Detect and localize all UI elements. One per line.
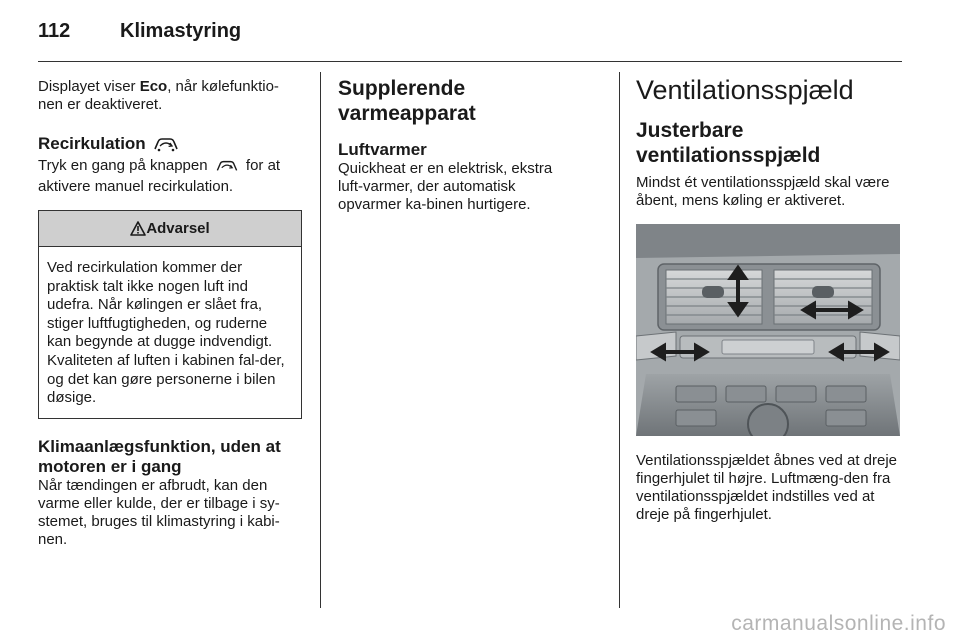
recirculation-icon bbox=[152, 136, 180, 157]
page-number: 112 bbox=[38, 20, 71, 42]
eco-text-post: , når kølefunktio-nen er deaktiveret. bbox=[38, 78, 279, 113]
engine-off-paragraph: Når tændingen er afbrudt, kan den varme eller kulde, der er tilbage i sy-stemet, bruges til klimastyring i kabi-nen. bbox=[38, 476, 280, 548]
recirculation-heading bbox=[38, 134, 302, 157]
column-divider bbox=[619, 72, 620, 608]
recirculation-icon bbox=[214, 159, 240, 178]
recirculation-heading-text: Recirkulation bbox=[38, 134, 146, 153]
eco-text-pre: Displayet viser bbox=[38, 78, 140, 95]
vent-illustration bbox=[636, 224, 900, 436]
air-heater-paragraph: Quickheat er en elektrisk, ekstra luft-varmer, der automatisk opvarmer ka-binen hurtigere. bbox=[338, 160, 553, 213]
warning-text: Ved recirkulation kommer der praktisk talt ikke nogen luft ind udefra. Når kølingen er slået fra, stiger luftfugtigheden, og ruderne kan begynde at dugge indvendigt. Kvaliteten af luften i kabinen fal-der, og det kan gøre personerne i bilen døsige. bbox=[47, 259, 285, 407]
eco-label: Eco bbox=[139, 78, 168, 95]
adjustable-vents-heading: Justerbare ventilationsspjæld bbox=[636, 119, 821, 167]
recirculation-text-pre: Tryk en gang på knappen bbox=[38, 157, 212, 174]
engine-off-heading: Klimaanlægsfunktion, uden at motoren er i gang bbox=[38, 436, 281, 476]
warning-box bbox=[38, 210, 302, 419]
warning-triangle-icon bbox=[130, 221, 146, 236]
vents-intro-paragraph: Mindst ét ventilationsspjæld skal være åbent, mens køling er aktiveret. bbox=[636, 174, 890, 209]
watermark: carmanualsonline.info bbox=[731, 612, 946, 635]
vent-photo-graphic bbox=[636, 224, 900, 436]
chapter-title: Klimastyring bbox=[120, 20, 242, 42]
eco-paragraph bbox=[38, 78, 302, 114]
header-divider bbox=[38, 61, 902, 62]
warning-body bbox=[39, 247, 301, 418]
column-right bbox=[636, 72, 902, 524]
auxiliary-heater-heading: Supplerende varmeapparat bbox=[338, 77, 476, 125]
air-heater-heading: Luftvarmer bbox=[338, 140, 427, 159]
vents-heading: Ventilationsspjæld bbox=[636, 75, 854, 105]
column-middle bbox=[338, 72, 576, 214]
recirculation-paragraph bbox=[38, 157, 302, 196]
warning-header bbox=[39, 211, 301, 247]
recirculation-text-post: for at aktivere manuel recirkulation. bbox=[38, 157, 281, 195]
warning-title: Advarsel bbox=[146, 220, 210, 237]
vents-caption-paragraph: Ventilationsspjældet åbnes ved at dreje fingerhjulet til højre. Luftmæng-den fra ventilationsspjældet indstilles ved at dreje på fingerhjulet. bbox=[636, 452, 898, 523]
page-header bbox=[38, 20, 241, 50]
column-left bbox=[38, 72, 302, 549]
column-divider bbox=[320, 72, 321, 608]
